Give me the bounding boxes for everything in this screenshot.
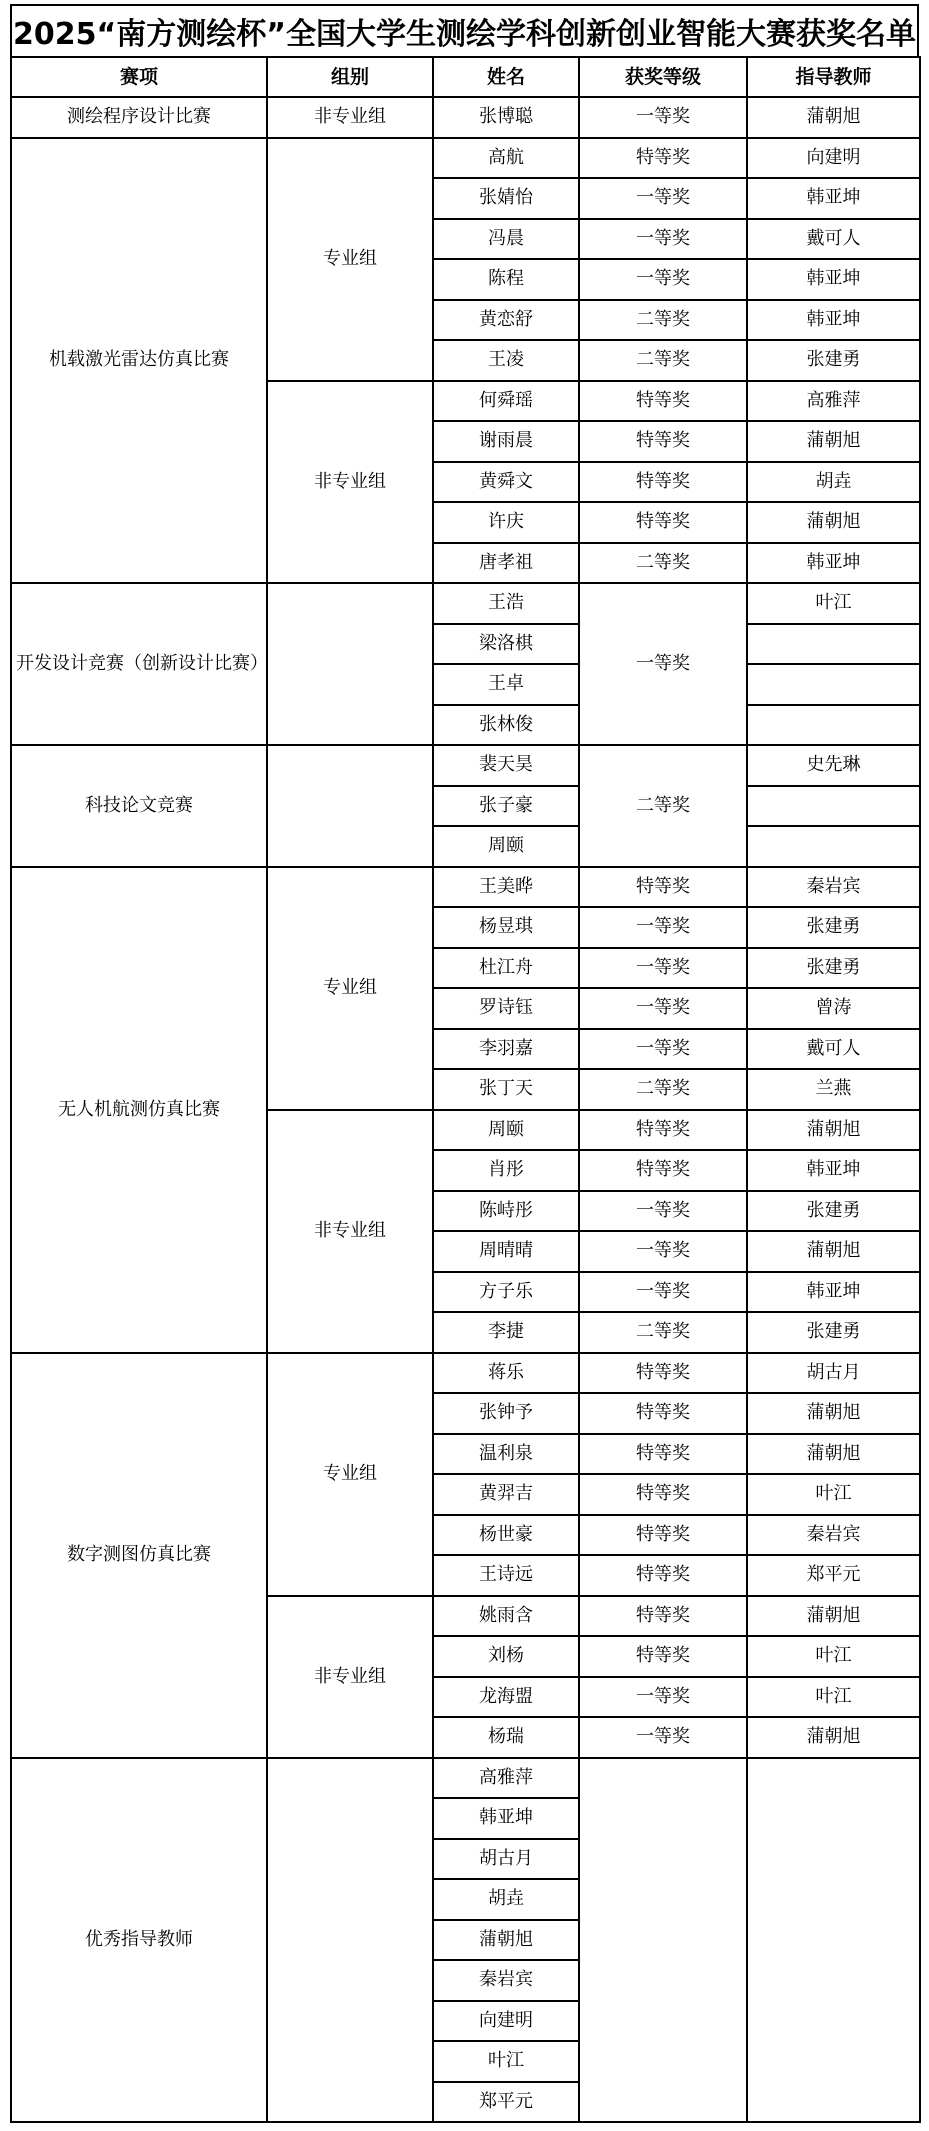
teacher-cell: 蒲朝旭 bbox=[747, 421, 920, 462]
teacher-cell: 蒲朝旭 bbox=[747, 1231, 920, 1272]
level-cell: 一等奖 bbox=[579, 907, 747, 948]
teacher-cell: 高雅萍 bbox=[747, 381, 920, 422]
name-cell: 王诗远 bbox=[433, 1555, 579, 1596]
name-cell: 周颐 bbox=[433, 826, 579, 867]
teacher-cell: 蒲朝旭 bbox=[747, 502, 920, 543]
name-cell: 张子豪 bbox=[433, 786, 579, 827]
level-cell: 二等奖 bbox=[579, 1069, 747, 1110]
teacher-cell: 郑平元 bbox=[747, 1555, 920, 1596]
level-cell: 二等奖 bbox=[579, 745, 747, 867]
level-cell: 特等奖 bbox=[579, 1110, 747, 1151]
teacher-cell bbox=[747, 624, 920, 665]
teacher-cell: 蒲朝旭 bbox=[747, 1717, 920, 1758]
name-cell: 秦岩宾 bbox=[433, 1960, 579, 2001]
name-cell: 张钟予 bbox=[433, 1393, 579, 1434]
teacher-cell: 张建勇 bbox=[747, 340, 920, 381]
level-cell: 特等奖 bbox=[579, 381, 747, 422]
group-cell: 非专业组 bbox=[267, 1110, 433, 1353]
name-cell: 胡古月 bbox=[433, 1839, 579, 1880]
teacher-cell: 叶江 bbox=[747, 583, 920, 624]
name-cell: 王美晔 bbox=[433, 867, 579, 908]
teacher-cell: 韩亚坤 bbox=[747, 1272, 920, 1313]
header-group: 组别 bbox=[267, 57, 433, 97]
teacher-cell bbox=[747, 826, 920, 867]
name-cell: 张丁天 bbox=[433, 1069, 579, 1110]
teacher-cell: 曾涛 bbox=[747, 988, 920, 1029]
name-cell: 杨瑞 bbox=[433, 1717, 579, 1758]
level-cell: 特等奖 bbox=[579, 1636, 747, 1677]
name-cell: 许庆 bbox=[433, 502, 579, 543]
level-cell: 特等奖 bbox=[579, 1596, 747, 1637]
name-cell: 高航 bbox=[433, 138, 579, 179]
name-cell: 胡垚 bbox=[433, 1879, 579, 1920]
level-cell: 一等奖 bbox=[579, 1677, 747, 1718]
name-cell: 陈峙彤 bbox=[433, 1191, 579, 1232]
teacher-cell: 胡古月 bbox=[747, 1353, 920, 1394]
teacher-cell: 叶江 bbox=[747, 1474, 920, 1515]
teacher-cell: 韩亚坤 bbox=[747, 1150, 920, 1191]
name-cell: 周颐 bbox=[433, 1110, 579, 1151]
teacher-cell: 蒲朝旭 bbox=[747, 97, 920, 138]
level-cell: 特等奖 bbox=[579, 1515, 747, 1556]
teacher-cell: 戴可人 bbox=[747, 1029, 920, 1070]
teacher-cell: 张建勇 bbox=[747, 1312, 920, 1353]
name-cell: 裴天昊 bbox=[433, 745, 579, 786]
group-cell: 非专业组 bbox=[267, 381, 433, 584]
group-cell: 非专业组 bbox=[267, 1596, 433, 1758]
teacher-cell: 史先琳 bbox=[747, 745, 920, 786]
name-cell: 杜江舟 bbox=[433, 948, 579, 989]
teacher-cell: 蒲朝旭 bbox=[747, 1596, 920, 1637]
level-cell: 二等奖 bbox=[579, 340, 747, 381]
level-cell: 一等奖 bbox=[579, 178, 747, 219]
teacher-cell bbox=[747, 705, 920, 746]
name-cell: 龙海盟 bbox=[433, 1677, 579, 1718]
event-cell: 数字测图仿真比赛 bbox=[11, 1353, 267, 1758]
name-cell: 唐孝祖 bbox=[433, 543, 579, 584]
name-cell: 郑平元 bbox=[433, 2082, 579, 2123]
teacher-cell: 张建勇 bbox=[747, 1191, 920, 1232]
teacher-cell: 蒲朝旭 bbox=[747, 1434, 920, 1475]
name-cell: 方子乐 bbox=[433, 1272, 579, 1313]
level-cell: 一等奖 bbox=[579, 948, 747, 989]
name-cell: 张婧怡 bbox=[433, 178, 579, 219]
teacher-cell: 秦岩宾 bbox=[747, 867, 920, 908]
header-event: 赛项 bbox=[11, 57, 267, 97]
name-cell: 李羽嘉 bbox=[433, 1029, 579, 1070]
name-cell: 杨世豪 bbox=[433, 1515, 579, 1556]
level-cell: 特等奖 bbox=[579, 1150, 747, 1191]
name-cell: 温利泉 bbox=[433, 1434, 579, 1475]
name-cell: 刘杨 bbox=[433, 1636, 579, 1677]
teacher-cell: 张建勇 bbox=[747, 948, 920, 989]
event-cell: 科技论文竞赛 bbox=[11, 745, 267, 867]
teacher-cell: 戴可人 bbox=[747, 219, 920, 260]
level-cell bbox=[579, 1758, 747, 2123]
teacher-cell bbox=[747, 1758, 920, 2123]
name-cell: 蒋乐 bbox=[433, 1353, 579, 1394]
level-cell: 特等奖 bbox=[579, 421, 747, 462]
table-row bbox=[11, 867, 920, 908]
teacher-cell: 韩亚坤 bbox=[747, 300, 920, 341]
level-cell: 一等奖 bbox=[579, 583, 747, 745]
teacher-cell: 叶江 bbox=[747, 1636, 920, 1677]
name-cell: 黄舜文 bbox=[433, 462, 579, 503]
group-cell: 专业组 bbox=[267, 867, 433, 1110]
level-cell: 特等奖 bbox=[579, 1474, 747, 1515]
teacher-cell: 蒲朝旭 bbox=[747, 1393, 920, 1434]
name-cell: 谢雨晨 bbox=[433, 421, 579, 462]
level-cell: 一等奖 bbox=[579, 1029, 747, 1070]
name-cell: 张林俊 bbox=[433, 705, 579, 746]
name-cell: 梁洛棋 bbox=[433, 624, 579, 665]
teacher-cell: 韩亚坤 bbox=[747, 259, 920, 300]
name-cell: 王卓 bbox=[433, 664, 579, 705]
level-cell: 一等奖 bbox=[579, 1191, 747, 1232]
group-cell bbox=[267, 1758, 433, 2123]
teacher-cell: 向建明 bbox=[747, 138, 920, 179]
level-cell: 一等奖 bbox=[579, 1272, 747, 1313]
group-cell bbox=[267, 745, 433, 867]
level-cell: 特等奖 bbox=[579, 138, 747, 179]
name-cell: 王浩 bbox=[433, 583, 579, 624]
teacher-cell: 秦岩宾 bbox=[747, 1515, 920, 1556]
name-cell: 张博聪 bbox=[433, 97, 579, 138]
name-cell: 黄羿吉 bbox=[433, 1474, 579, 1515]
level-cell: 二等奖 bbox=[579, 543, 747, 584]
table-row bbox=[11, 1353, 920, 1394]
name-cell: 冯晨 bbox=[433, 219, 579, 260]
name-cell: 高雅萍 bbox=[433, 1758, 579, 1799]
header-level: 获奖等级 bbox=[579, 57, 747, 97]
award-table bbox=[10, 56, 921, 2123]
name-cell: 肖彤 bbox=[433, 1150, 579, 1191]
level-cell: 一等奖 bbox=[579, 97, 747, 138]
name-cell: 黄恋舒 bbox=[433, 300, 579, 341]
teacher-cell: 韩亚坤 bbox=[747, 178, 920, 219]
table-row bbox=[11, 583, 920, 624]
level-cell: 一等奖 bbox=[579, 1717, 747, 1758]
teacher-cell: 兰燕 bbox=[747, 1069, 920, 1110]
group-cell: 专业组 bbox=[267, 1353, 433, 1596]
teacher-cell: 叶江 bbox=[747, 1677, 920, 1718]
group-cell: 非专业组 bbox=[267, 97, 433, 138]
header-teacher: 指导教师 bbox=[747, 57, 920, 97]
teacher-cell bbox=[747, 664, 920, 705]
name-cell: 韩亚坤 bbox=[433, 1798, 579, 1839]
name-cell: 罗诗钰 bbox=[433, 988, 579, 1029]
teacher-cell: 蒲朝旭 bbox=[747, 1110, 920, 1151]
level-cell: 特等奖 bbox=[579, 462, 747, 503]
event-cell: 优秀指导教师 bbox=[11, 1758, 267, 2123]
name-cell: 姚雨含 bbox=[433, 1596, 579, 1637]
table-row bbox=[11, 97, 920, 138]
level-cell: 特等奖 bbox=[579, 1434, 747, 1475]
name-cell: 周晴晴 bbox=[433, 1231, 579, 1272]
table-header-row bbox=[11, 57, 920, 97]
teacher-cell: 胡垚 bbox=[747, 462, 920, 503]
name-cell: 杨昱琪 bbox=[433, 907, 579, 948]
level-cell: 特等奖 bbox=[579, 867, 747, 908]
level-cell: 特等奖 bbox=[579, 1353, 747, 1394]
level-cell: 二等奖 bbox=[579, 300, 747, 341]
level-cell: 一等奖 bbox=[579, 219, 747, 260]
header-name: 姓名 bbox=[433, 57, 579, 97]
name-cell: 向建明 bbox=[433, 2001, 579, 2042]
level-cell: 特等奖 bbox=[579, 1555, 747, 1596]
table-row bbox=[11, 1758, 920, 1799]
level-cell: 一等奖 bbox=[579, 1231, 747, 1272]
event-cell: 测绘程序设计比赛 bbox=[11, 97, 267, 138]
group-cell bbox=[267, 583, 433, 745]
event-cell: 机载激光雷达仿真比赛 bbox=[11, 138, 267, 584]
name-cell: 叶江 bbox=[433, 2041, 579, 2082]
name-cell: 李捷 bbox=[433, 1312, 579, 1353]
name-cell: 陈程 bbox=[433, 259, 579, 300]
level-cell: 一等奖 bbox=[579, 988, 747, 1029]
name-cell: 何舜瑶 bbox=[433, 381, 579, 422]
name-cell: 王凌 bbox=[433, 340, 579, 381]
group-cell: 专业组 bbox=[267, 138, 433, 381]
teacher-cell: 韩亚坤 bbox=[747, 543, 920, 584]
teacher-cell bbox=[747, 786, 920, 827]
event-cell: 无人机航测仿真比赛 bbox=[11, 867, 267, 1353]
level-cell: 一等奖 bbox=[579, 259, 747, 300]
table-row bbox=[11, 138, 920, 179]
teacher-cell: 张建勇 bbox=[747, 907, 920, 948]
level-cell: 二等奖 bbox=[579, 1312, 747, 1353]
name-cell: 蒲朝旭 bbox=[433, 1920, 579, 1961]
level-cell: 特等奖 bbox=[579, 502, 747, 543]
table-row bbox=[11, 745, 920, 786]
page-title: 2025“南方测绘杯”全国大学生测绘学科创新创业智能大赛获奖名单 bbox=[10, 4, 919, 56]
level-cell: 特等奖 bbox=[579, 1393, 747, 1434]
event-cell: 开发设计竞赛（创新设计比赛） bbox=[11, 583, 267, 745]
